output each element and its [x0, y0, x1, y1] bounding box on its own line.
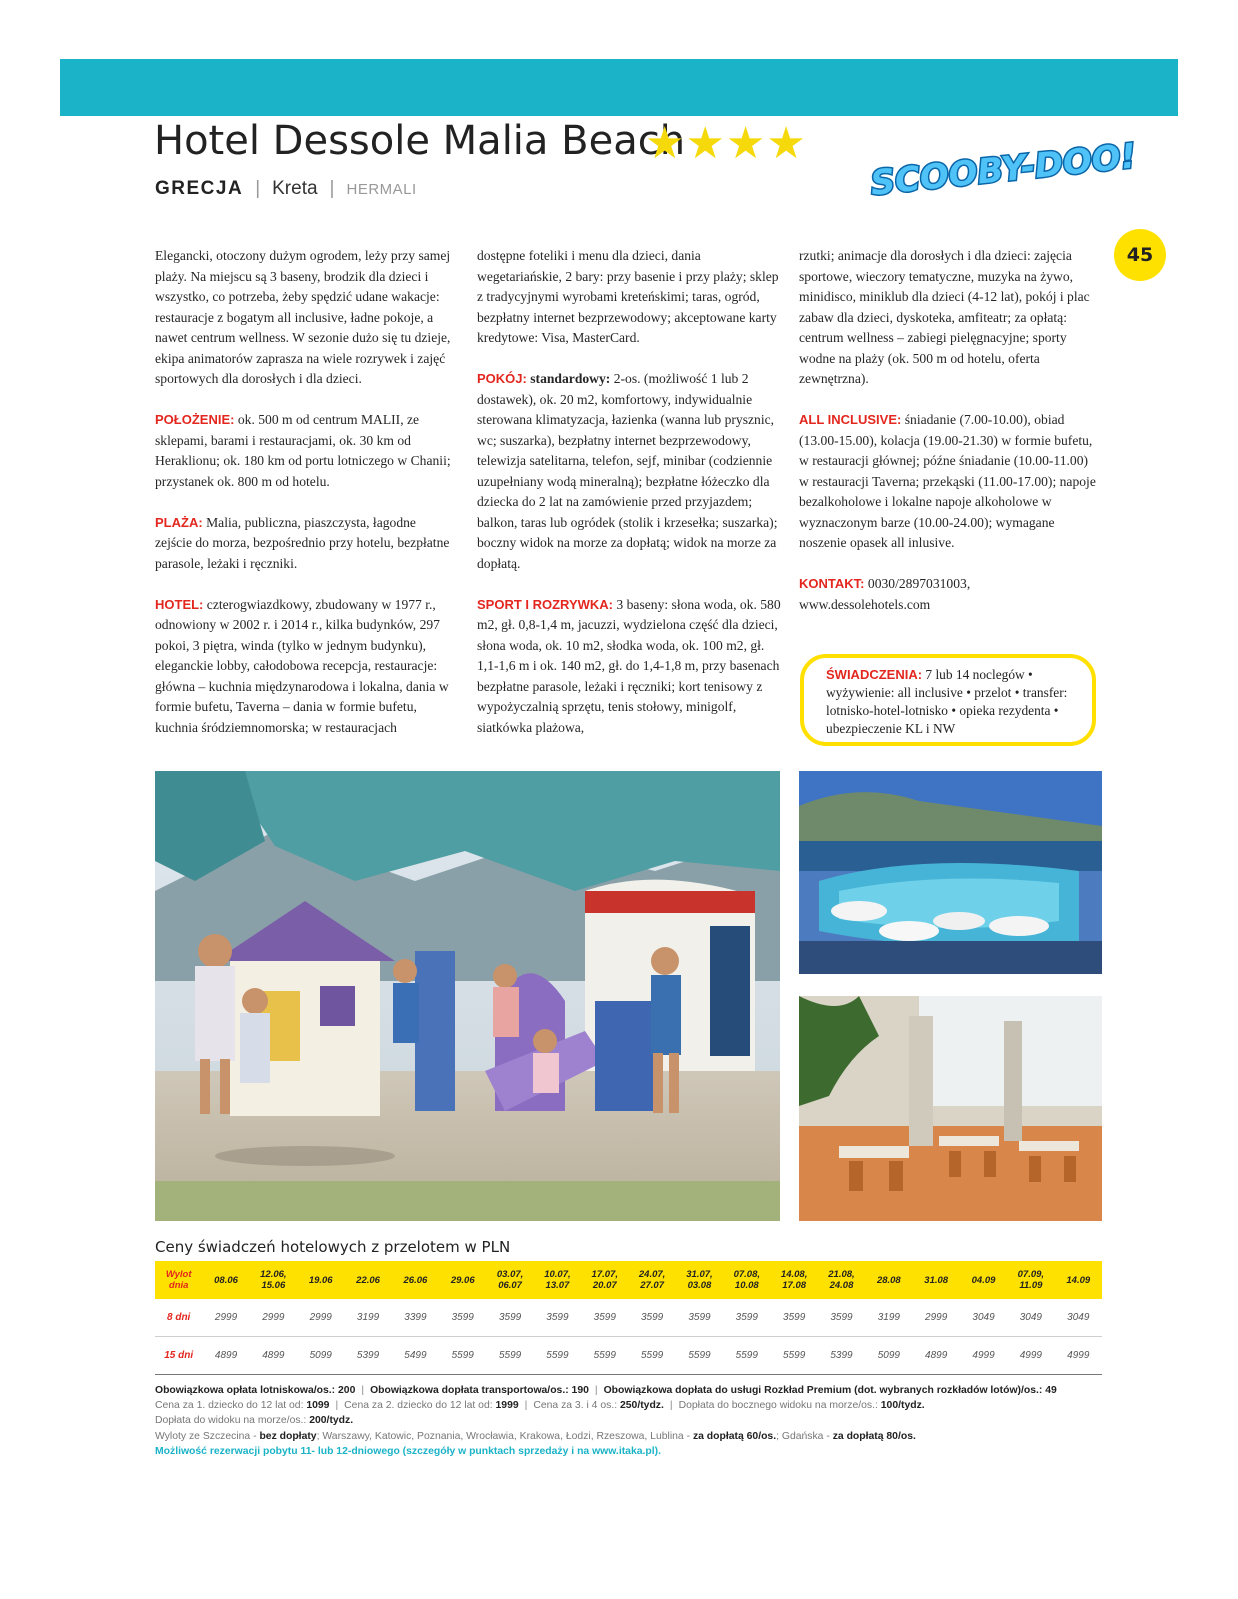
hotel-title: Hotel Dessole Malia Beach	[154, 118, 686, 164]
price-cell: 5599	[676, 1337, 723, 1375]
beach-label: PLAŻA:	[155, 514, 203, 530]
date-cell: 10.07, 13.07	[534, 1261, 581, 1299]
child-prices-line	[155, 1398, 1105, 1413]
date-cell: 29.06	[439, 1261, 486, 1299]
table-row	[155, 1299, 1102, 1337]
price-cell: 3599	[723, 1299, 770, 1337]
sea-view-line	[155, 1413, 1105, 1428]
flights-gdansk-value: za dopłatą 80/os.	[832, 1430, 916, 1442]
price-cell: 4999	[960, 1337, 1007, 1375]
room-text: 2-os. (możliwość 1 lub 2 dostawek), ok. 20 m2, komfortowy, indywidualnie sterowana klimatyzacja, łazienka (wanna lub prysznic, wc; suszarka), bezpłatny internet bezprzewodowy, telewizja satelitarna, telefon, sejf, minibar (codziennie uzupełniany wodą mineralną); bezpłatne łóżeczko dla dziecka do 2 lat na zamówienie przed przyjazdem; balkon, taras lub ogródek (stolik i krzesełka; suszarka); boczny widok na morze za dopłatą; widok na morze za dopłatą.	[477, 371, 778, 571]
separator: |	[669, 1400, 673, 1412]
hotel-paragraph	[155, 595, 453, 739]
date-cell: 19.06	[297, 1261, 344, 1299]
price-cell: 5599	[723, 1337, 770, 1375]
price-cell: 3049	[1007, 1299, 1054, 1337]
sport-text: 3 baseny: słona woda, ok. 580 m2, gł. 0,8-1,4 m, jacuzzi, wydzielona część dla dzieci, słona woda, ok. 10 m2, słodka woda, ok. 100 m2, gł. 1,1-1,6 m i ok. 140 m2, gł. do 1,4-1,8 m, przy basenach bezpłatne parasole, leżaki i ręczniki; kort tenisowy z wypożyczalnią sprzętu, tenis stołowy, minigolf, siatkówka plażowa,	[477, 596, 781, 735]
price-cell: 4899	[250, 1337, 297, 1375]
logo-text: SCOOBY-DOO!	[868, 136, 1138, 204]
header-color-band	[60, 59, 1178, 116]
benefits-text: 7 lub 14 noclegów • wyżywienie: all inclusive • przelot • transfer: lotnisko-hotel-lotnisko • opieka rezydenta • ubezpieczenie KL i NW	[826, 667, 1068, 736]
beach-paragraph	[155, 513, 453, 575]
star-rating: ★★★★	[645, 118, 807, 169]
text-column-2	[477, 246, 782, 759]
price-cell: 5599	[628, 1337, 675, 1375]
hotel-label: HOTEL:	[155, 596, 204, 612]
flights-szczecin: Wyloty ze Szczecina -	[155, 1430, 257, 1442]
table-row	[155, 1337, 1102, 1375]
price-cell: 3599	[628, 1299, 675, 1337]
location-breadcrumb	[155, 178, 417, 200]
contact-paragraph	[799, 574, 1099, 615]
price-cell: 5599	[581, 1337, 628, 1375]
photo-restaurant	[799, 996, 1102, 1221]
flights-others: ; Warszawy, Katowic, Poznania, Wrocławia, Krakowa, Łodzi, Rzeszowa, Lublina -	[316, 1430, 691, 1442]
price-cell: 3599	[486, 1299, 533, 1337]
date-cell: 21.08, 24.08	[818, 1261, 865, 1299]
location-place: HERMALI	[346, 181, 417, 198]
date-cell: 14.08, 17.08	[770, 1261, 817, 1299]
side-view-value: 100/tydz.	[880, 1400, 925, 1412]
price-cell: 3049	[960, 1299, 1007, 1337]
booking-info-link[interactable]: Możliwość rezerwacji pobytu 11- lub 12-dniowego (szczegóły w punktach sprzedaży i na www.itaka.pl).	[155, 1445, 661, 1457]
sea-view-value: 200/tydz.	[309, 1415, 354, 1427]
date-cell: 31.07, 03.08	[676, 1261, 723, 1299]
separator: |	[524, 1400, 528, 1412]
location-paragraph	[155, 410, 453, 492]
price-cell: 3599	[581, 1299, 628, 1337]
date-cell: 22.06	[344, 1261, 391, 1299]
date-cell: 28.08	[865, 1261, 912, 1299]
room-label: POKÓJ:	[477, 371, 527, 386]
date-cell: 12.06, 15.06	[250, 1261, 297, 1299]
sport-paragraph-continued: rzutki; animacje dla dorosłych i dla dzieci: zajęcia sportowe, wieczory tematyczne, muzyka na żywo, minidisco, miniklub dla dzieci (4-12 lat), pokój i plac zabaw dla dzieci, dyskoteka, amfiteatr; za opłatą: centrum wellness – zabiegi pielęgnacyjne; sporty wodne na plaży (ok. 500 m od hotelu, oferta zewnętrzna).	[799, 248, 1090, 386]
child1-value: 1099	[306, 1400, 330, 1412]
row-label: 8 dni	[155, 1299, 202, 1337]
separator: |	[594, 1385, 598, 1396]
price-cell: 5499	[392, 1337, 439, 1375]
date-cell: 17.07, 20.07	[581, 1261, 628, 1299]
child1-label: Cena za 1. dziecko do 12 lat od:	[155, 1400, 304, 1412]
price-cell: 2999	[250, 1299, 297, 1337]
price-cell: 5599	[534, 1337, 581, 1375]
location-region: Kreta	[272, 178, 318, 199]
allinclusive-paragraph	[799, 410, 1099, 554]
price-cell: 3199	[344, 1299, 391, 1337]
benefits-label: ŚWIADCZENIA:	[826, 667, 923, 682]
date-cell: 24.07, 27.07	[628, 1261, 675, 1299]
room-type: standardowy:	[530, 371, 611, 386]
scooby-doo-logo	[868, 127, 1138, 204]
prices-table	[155, 1261, 1102, 1375]
beach-text: Malia, publiczna, piaszczysta, łagodne zejście do morza, bezpośrednio przy hotelu, bezpłatne parasole, leżaki i ręczniki.	[155, 514, 450, 571]
row-label: 15 dni	[155, 1337, 202, 1375]
date-cell: 07.08, 10.08	[723, 1261, 770, 1299]
price-cell: 3199	[865, 1299, 912, 1337]
separator: |	[361, 1385, 365, 1396]
price-cell: 3599	[439, 1299, 486, 1337]
hotel-paragraph-continued: dostępne foteliki i menu dla dzieci, dania wegetariańskie, 2 bary: przy basenie i przy plaży; sklep z tradycyjnymi wyrobami kreteńskimi; taras, ogród, bezpłatny internet bezprzewodowy; akceptowane karty kredytowe: Visa, MasterCard.	[477, 248, 779, 345]
price-cell: 5599	[439, 1337, 486, 1375]
room-paragraph	[477, 369, 782, 574]
price-cell: 5599	[486, 1337, 533, 1375]
price-cell: 3599	[818, 1299, 865, 1337]
prices-title: Ceny świadczeń hotelowych z przelotem w PLN	[155, 1238, 511, 1256]
price-cell: 2999	[297, 1299, 344, 1337]
date-cell: 31.08	[913, 1261, 960, 1299]
price-cell: 4899	[913, 1337, 960, 1375]
price-notes	[155, 1383, 1105, 1459]
location-label: POŁOŻENIE:	[155, 412, 235, 427]
allinclusive-text: śniadanie (7.00-10.00), obiad (13.00-15.00), kolacja (19.00-21.30) w formie bufetu, w restauracji głównej; późne śniadanie (10.00-11.00) w restauracji Taverna; przekąski (11.00-17.00); napoje bezalkoholowe i lokalne napoje alkoholowe w wyznaczonym barze (10.00-24.00); wymagane noszenie opasek all inlusive.	[799, 412, 1096, 550]
fee-premium: Obowiązkowa dopłata do usługi Rozkład Premium (dot. wybranych rozkładów lotów)/os.: 49	[603, 1385, 1057, 1396]
price-cell: 2999	[202, 1299, 249, 1337]
sea-view-label: Dopłata do widoku na morze/os.:	[155, 1415, 307, 1427]
date-cell: 07.09, 11.09	[1007, 1261, 1054, 1299]
sport-label: SPORT I ROZRYWKA:	[477, 596, 614, 612]
price-cell: 3599	[534, 1299, 581, 1337]
price-cell: 4999	[1055, 1337, 1102, 1375]
side-view-label: Dopłata do bocznego widoku na morze/os.:	[678, 1400, 878, 1412]
page-number-badge: 45	[1114, 229, 1166, 281]
date-cell: 08.06	[202, 1261, 249, 1299]
third-person-label: Cena za 3. i 4 os.:	[533, 1400, 618, 1412]
fee-transport: Obowiązkowa dopłata transportowa/os.: 190	[370, 1385, 589, 1396]
allinclusive-label: ALL INCLUSIVE:	[799, 412, 902, 427]
third-person-value: 250/tydz.	[619, 1400, 664, 1412]
contact-label: KONTAKT:	[799, 576, 865, 591]
photo-kids-playground	[155, 771, 780, 1221]
intro-paragraph: Elegancki, otoczony dużym ogrodem, leży przy samej plaży. Na miejscu są 3 baseny, brodzik dla dzieci i wszystko, co potrzeba, żeby spędzić udane wakacje: restauracje z bogatym all inclusive, ładne pokoje, a nawet centrum wellness. W sezonie dużo się tu dzieje, ekipa animatorów zaprasza na wiele rozrywek i zajęć sportowych dla dorosłych i dla dzieci.	[155, 248, 451, 386]
fee-airport: Obowiązkowa opłata lotniskowa/os.: 200	[155, 1385, 356, 1396]
child2-label: Cena za 2. dziecko do 12 lat od:	[344, 1400, 493, 1412]
price-cell: 5599	[770, 1337, 817, 1375]
location-country: GRECJA	[155, 178, 244, 199]
prices-header-row	[155, 1261, 1102, 1299]
benefits-box	[800, 654, 1096, 746]
price-cell: 3049	[1055, 1299, 1102, 1337]
separator: |	[335, 1400, 339, 1412]
price-cell: 5399	[344, 1337, 391, 1375]
flights-szczecin-value: bez dopłaty	[259, 1430, 317, 1442]
price-cell: 3599	[676, 1299, 723, 1337]
flights-gdansk: ; Gdańska -	[776, 1430, 830, 1442]
departure-header: Wylot dnia	[155, 1261, 202, 1299]
price-cell: 5399	[818, 1337, 865, 1375]
price-cell: 4899	[202, 1337, 249, 1375]
location-separator: |	[255, 178, 261, 199]
date-cell: 14.09	[1055, 1261, 1102, 1299]
price-cell: 3399	[392, 1299, 439, 1337]
text-column-1	[155, 246, 453, 759]
contact-text: 0030/2897031003, www.dessolehotels.com	[799, 576, 971, 612]
child2-value: 1999	[495, 1400, 519, 1412]
price-cell: 2999	[913, 1299, 960, 1337]
location-separator: |	[329, 178, 335, 199]
date-cell: 03.07, 06.07	[486, 1261, 533, 1299]
price-cell: 5099	[297, 1337, 344, 1375]
hotel-text: czterogwiazdkowy, zbudowany w 1977 r., odnowiony w 2002 r. i 2014 r., kilka budynków, 297 pokoi, 3 piętra, winda (tylko w jednym budynku), eleganckie lobby, całodobowa recepcja, restauracje: główna – kuchnia międzynarodowa i lokalna, dania w formie bufetu, Taverna – dania w formie bufetu, kuchnia śródziemnomorska; w restauracjach	[155, 596, 449, 735]
mandatory-fees-line	[155, 1383, 1105, 1398]
date-cell: 04.09	[960, 1261, 1007, 1299]
location-text: ok. 500 m od centrum MALII, ze sklepami, barami i restauracjami, ok. 30 km od Heraklionu; ok. 180 km od portu lotniczego w Chanii; przystanek ok. 800 m od hotelu.	[155, 412, 451, 489]
sport-paragraph	[477, 595, 782, 739]
price-cell: 3599	[770, 1299, 817, 1337]
date-cell: 26.06	[392, 1261, 439, 1299]
departures-line	[155, 1429, 1105, 1444]
price-cell: 5099	[865, 1337, 912, 1375]
photo-pool	[799, 771, 1102, 974]
text-column-3	[799, 246, 1099, 636]
price-cell: 4999	[1007, 1337, 1054, 1375]
flights-others-value: za dopłatą 60/os.	[692, 1430, 777, 1442]
